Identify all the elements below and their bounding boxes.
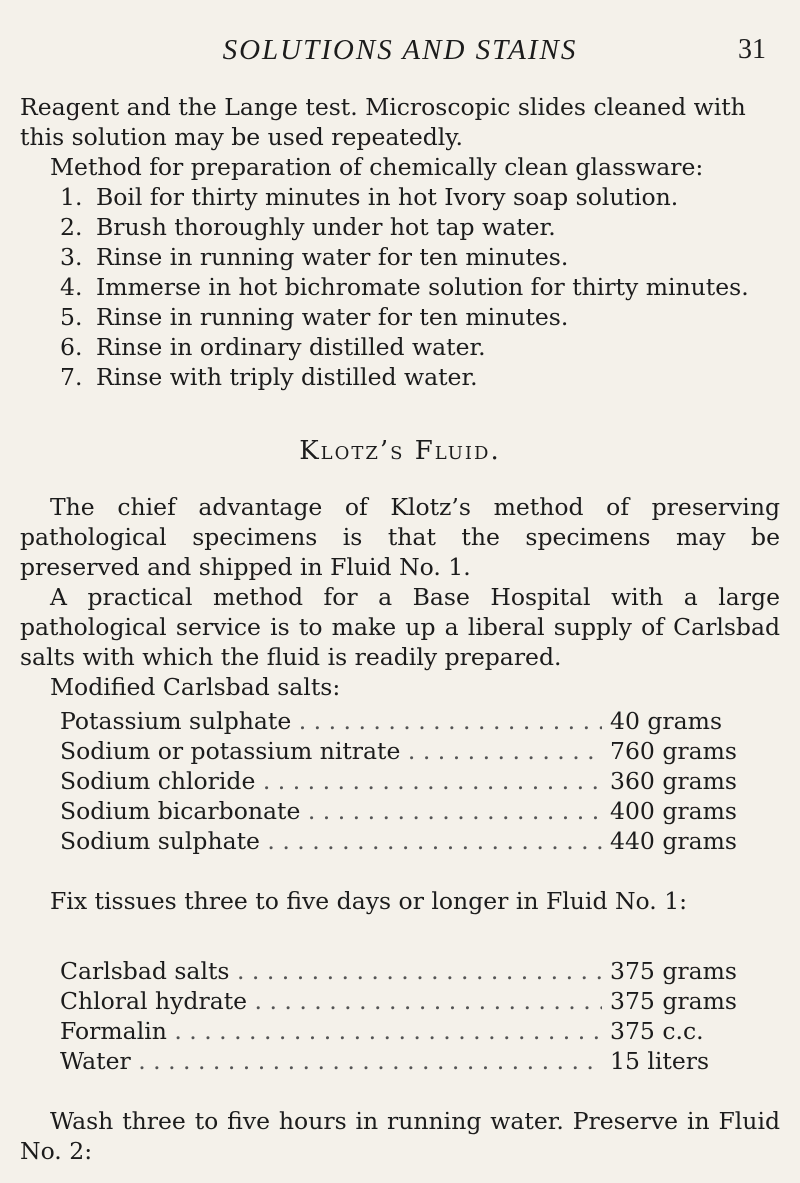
ingredient-name: Water . . . [60, 1046, 602, 1076]
step-text: Rinse in running water for ten minutes. [96, 303, 569, 331]
ingredient-quantity: 15 liters [602, 1046, 760, 1076]
formula-row [60, 956, 760, 986]
running-header [0, 34, 800, 74]
paragraph-2: A practical method for a Base Hospital with a large pathological service is to make up a liberal supply of Carlsbad salts with which the fluid is readily prepared. [20, 583, 780, 671]
method-title: Method for preparation of chemically clean glassware: [50, 153, 704, 181]
step-text: Rinse in ordinary distilled water. [96, 333, 486, 361]
wash-instruction: Wash three to five hours in running water. Preserve in Fluid No. 2: [20, 1107, 780, 1165]
step-text: Rinse in running water for ten minutes. [96, 243, 569, 271]
method-step [60, 332, 780, 362]
step-number: 1. [60, 183, 83, 211]
method-step [60, 362, 780, 392]
method-step [60, 242, 780, 272]
ingredient-quantity: 375 c.c. [602, 1016, 760, 1046]
ingredient-quantity: 440 grams [602, 826, 760, 856]
method-step [60, 212, 780, 242]
salts-title: Modified Carlsbad salts: [50, 673, 341, 701]
ingredient-name: Potassium sulphate . . . [60, 706, 602, 736]
fluid-no-1-formula [60, 956, 760, 1076]
ingredient-quantity: 375 grams [602, 986, 760, 1016]
step-text: Brush thoroughly under hot tap water. [96, 213, 556, 241]
step-text: Boil for thirty minutes in hot Ivory soap solution. [96, 183, 679, 211]
section-heading: Klotz’s Fluid. [299, 436, 501, 466]
intro-line-1: Reagent and the Lange test. Microscopic slides cleaned with [20, 93, 746, 121]
formula-row [60, 766, 760, 796]
ingredient-quantity: 760 grams [602, 736, 760, 766]
running-title: SOLUTIONS AND STAINS [222, 34, 578, 66]
formula-row [60, 706, 760, 736]
ingredient-name: Carlsbad salts . . . [60, 956, 602, 986]
method-step [60, 272, 780, 302]
step-number: 5. [60, 303, 83, 331]
ingredient-quantity: 360 grams [602, 766, 760, 796]
formula-row [60, 826, 760, 856]
ingredient-name: Sodium sulphate . . . [60, 826, 602, 856]
step-number: 2. [60, 213, 83, 241]
ingredient-name: Sodium bicarbonate . . . [60, 796, 602, 826]
step-number: 6. [60, 333, 83, 361]
step-text: Rinse with triply distilled water. [96, 363, 478, 391]
step-number: 7. [60, 363, 83, 391]
ingredient-name: Formalin . . . [60, 1016, 602, 1046]
formula-row [60, 796, 760, 826]
ingredient-quantity: 400 grams [602, 796, 760, 826]
paragraph-1: The chief advantage of Klotz’s method of preserving pathological specimens is that the specimens may be preserved and shipped in Fluid No. 1. [20, 493, 780, 581]
intro-line-2: this solution may be used repeatedly. [20, 123, 463, 151]
method-step [60, 182, 780, 212]
body-text [20, 92, 780, 1166]
formula-row [60, 1016, 760, 1046]
method-steps [20, 182, 780, 392]
salts-formula [60, 706, 760, 856]
ingredient-quantity: 375 grams [602, 956, 760, 986]
ingredient-name: Sodium chloride . . . [60, 766, 602, 796]
step-number: 3. [60, 243, 83, 271]
step-number: 4. [60, 273, 83, 301]
fix-instruction: Fix tissues three to five days or longer in Fluid No. 1: [50, 887, 688, 915]
formula-row [60, 736, 760, 766]
ingredient-name: Chloral hydrate . . . [60, 986, 602, 1016]
step-text: Immerse in hot bichromate solution for thirty minutes. [96, 273, 749, 301]
page-number: 31 [738, 34, 766, 65]
ingredient-quantity: 40 grams [602, 706, 760, 736]
formula-row [60, 1046, 760, 1076]
method-step [60, 302, 780, 332]
formula-row [60, 986, 760, 1016]
ingredient-name: Sodium or potassium nitrate . . . [60, 736, 602, 766]
